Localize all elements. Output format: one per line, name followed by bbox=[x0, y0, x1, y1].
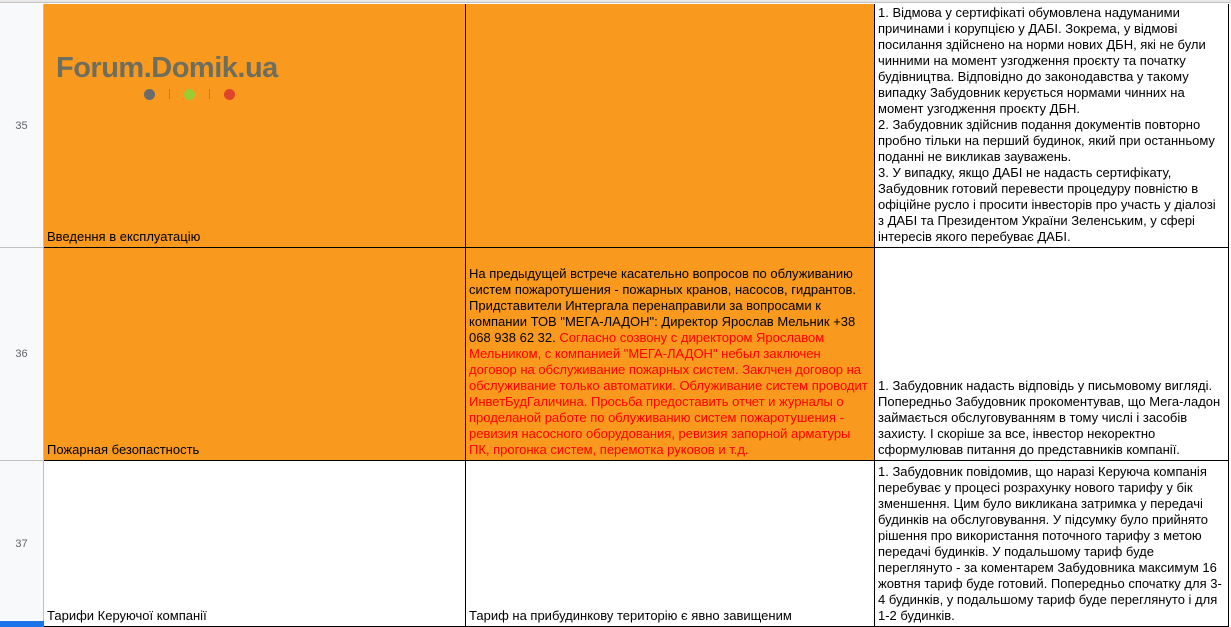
cell-text: 1. Відмова у сертифікаті обумовлена надуманими причинами і корупцією у ДАБІ. Зокрема, у відмові посилання здійснено на норми нових ДБН, які не були чинними на момент узгодження проєкту та початку будівництва. Відповідно до законодавства у такому випадку Забудовник керується нормами чинних на момент узгодження проєкту ДБН. 2. Забудовник здійснив подання документів повторно пробно тільки на перший будинок, який при останньому поданні не викликав зауважень. 3. У випадку, якщо ДАБІ не надасть сертифікату, Забудовник готовий перевести процедуру повністю в офіційне русло і просити інвесторів про участь у діалозі з ДАБІ та Президентом України Зеленським, у сфері інтересів якого перебуває ДАБІ. bbox=[878, 5, 1216, 244]
cell-text: Введення в експлуатацію bbox=[47, 229, 201, 244]
cell-a35[interactable] bbox=[44, 4, 466, 248]
cell-b35[interactable] bbox=[466, 4, 875, 248]
separator bbox=[169, 89, 170, 99]
red-dot-icon bbox=[224, 89, 235, 100]
row-number: 35 bbox=[15, 119, 28, 132]
cell-text bbox=[469, 608, 871, 624]
row-number: 37 bbox=[15, 537, 28, 550]
cell-text bbox=[469, 266, 871, 458]
cell-text: 1. Забудовник надасть відповідь у письмовому вигляді. Попередньо Забудовник прокоментував, що Мега-ладон займається обслуговуванням в тому числі і засобів захисту. І скоріше за все, інвестор некоректно сформулював питання до представників компанії. bbox=[878, 378, 1221, 457]
cell-text-black: На предыдущей встрече касательно вопросов по облуживанию систем пожаротушения - пожарных кранов, насосов, гидрантов. Придставители Интергала перенаправили за вопросами к компании ТОВ "МЕГА-ЛАДОН": Директор Ярослав Мельник +38 068 938 62 32. bbox=[469, 266, 857, 345]
cell-text-black: Тариф на прибудинкову територію є явно завищеним bbox=[469, 608, 792, 623]
cell-c36[interactable] bbox=[875, 248, 1229, 461]
cell-text: 1. Забудовник повідомив, що наразі Керуюча компанія перебуває у процесі розрахунку нового тарифу у бік зменшення. Цим було викликана затримка у передачі будинків на обслуговування. У підсумку було прийнято рішення про використання поточного тарифу з метою передачі будинків. У подальшому тариф буде переглянуто - за коментарем Забудовника максимум 16 жовтня тариф буде готовий. Попередньо спочатку для 3-4 будинків, у подальшому тариф буде переглянуто і для 1-2 будинків. bbox=[878, 464, 1222, 623]
gray-dot-icon bbox=[144, 89, 155, 100]
row-header-36[interactable] bbox=[0, 248, 44, 461]
forum-domik-watermark: Forum.Domik.ua bbox=[56, 52, 278, 84]
row-header-35[interactable] bbox=[0, 4, 44, 248]
watermark-dots bbox=[144, 88, 235, 100]
cell-text: Пожарная безопастность bbox=[47, 442, 200, 457]
cell-a36[interactable] bbox=[44, 248, 466, 461]
cell-c35[interactable] bbox=[875, 4, 1229, 248]
cell-a37[interactable] bbox=[44, 461, 466, 627]
green-dot-icon bbox=[184, 89, 195, 100]
row-header-37[interactable] bbox=[0, 461, 44, 627]
previous-row-edge bbox=[0, 0, 1231, 3]
cell-b36[interactable] bbox=[466, 248, 875, 461]
separator bbox=[209, 89, 210, 99]
row-number: 36 bbox=[15, 348, 28, 360]
selection-indicator bbox=[0, 621, 44, 627]
cell-text-red: Согласно созвону с директором Ярославом Мельником, с компанией "МЕГА-ЛАДОН" небыл заключен договор на обслуживание пожарных систем. Заклчен договор на обслуживание только автоматики. Облуживание систем проводит ИнветБудГаличина. Просьба предоставить отчет и журналы о проделаной работе по облуживанию систем пожаротушения - ревизия насосного оборудования, ревизия запорной арматуры ПК, прогонка систем, перемотка руковов и т.д. bbox=[469, 330, 868, 457]
cell-c37[interactable] bbox=[875, 461, 1229, 627]
cell-b37[interactable] bbox=[466, 461, 875, 627]
cell-text: Тарифи Керуючої компанії bbox=[47, 608, 207, 623]
